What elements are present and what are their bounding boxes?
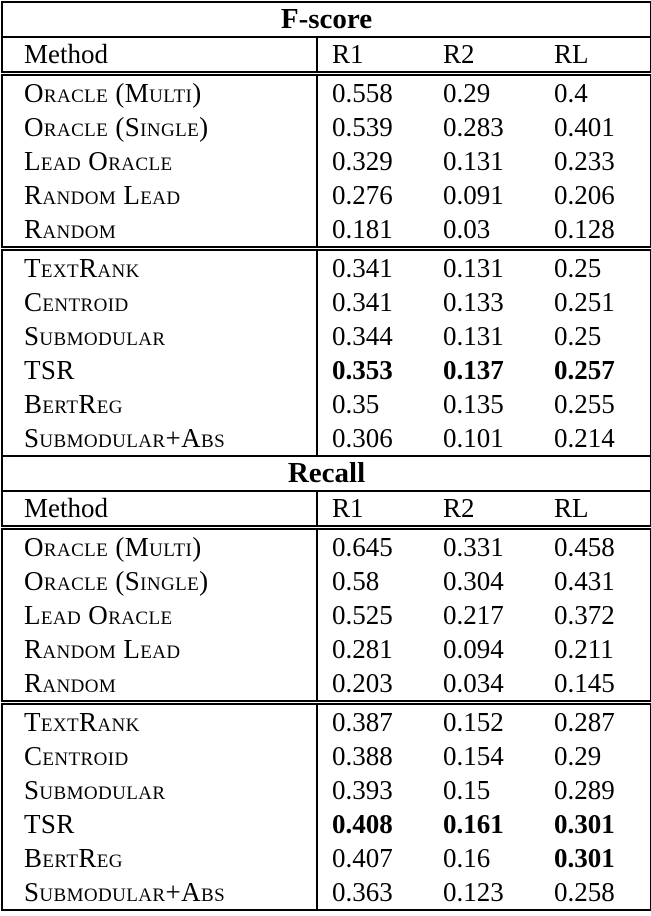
value-cell: 0.407: [332, 843, 393, 873]
value-cell: 0.283: [443, 112, 504, 142]
table-row: [2, 353, 651, 387]
column-header-r1: R1: [317, 491, 429, 528]
value-cell: 0.539: [332, 112, 393, 142]
table-row: [2, 564, 651, 598]
value-cell: 0.255: [554, 389, 615, 419]
method-cell: Submodular: [2, 319, 317, 353]
value-cell: 0.301: [554, 843, 615, 873]
value-cell: 0.214: [540, 421, 651, 456]
value-cell: 0.145: [540, 666, 651, 703]
table-row: [2, 703, 651, 740]
value-cell: 0.094: [443, 634, 504, 664]
value-cell: 0.25: [554, 321, 602, 351]
table-row: [2, 528, 651, 565]
value-cell: 0.301: [554, 809, 615, 839]
column-header-row-f-score: [2, 37, 651, 74]
value-cell: 0.15: [443, 775, 491, 805]
results-table: [1, 1, 651, 911]
value-cell: 0.258: [540, 875, 651, 910]
value-cell: 0.29: [554, 741, 602, 771]
table-row: [2, 666, 651, 703]
method-cell: TSR: [2, 353, 317, 387]
value-cell: 0.281: [332, 634, 393, 664]
method-cell: BertReg: [2, 841, 317, 875]
value-cell: 0.131: [443, 321, 504, 351]
section-title-f-score: F-score: [2, 2, 651, 37]
method-cell: Centroid: [2, 739, 317, 773]
column-header-rl: RL: [540, 37, 651, 74]
value-cell: 0.344: [332, 321, 393, 351]
value-cell: 0.4: [554, 78, 588, 108]
value-cell: 0.289: [554, 775, 615, 805]
value-cell: 0.133: [443, 287, 504, 317]
table-row: [2, 807, 651, 841]
value-cell: 0.137: [443, 355, 504, 385]
value-cell: 0.276: [332, 180, 393, 210]
value-cell: 0.645: [332, 532, 393, 562]
table-row: [2, 249, 651, 286]
value-cell: 0.181: [317, 212, 429, 249]
value-cell: 0.131: [443, 253, 504, 283]
method-cell: Submodular: [2, 773, 317, 807]
value-cell: 0.03: [429, 212, 540, 249]
method-cell: Submodular+Abs: [2, 421, 317, 456]
value-cell: 0.131: [443, 146, 504, 176]
column-header-row-recall: [2, 491, 651, 528]
value-cell: 0.206: [554, 180, 615, 210]
value-cell: 0.091: [443, 180, 504, 210]
value-cell: 0.128: [540, 212, 651, 249]
table-row: [2, 421, 651, 456]
method-cell: Oracle (Multi): [2, 74, 317, 111]
value-cell: 0.329: [332, 146, 393, 176]
value-cell: 0.387: [332, 707, 393, 737]
method-cell: Random: [2, 666, 317, 703]
value-cell: 0.211: [554, 634, 614, 664]
value-cell: 0.287: [554, 707, 615, 737]
section-title-recall: Recall: [2, 456, 651, 491]
table-row: [2, 841, 651, 875]
value-cell: 0.393: [332, 775, 393, 805]
value-cell: 0.152: [443, 707, 504, 737]
column-header-method: Method: [2, 37, 317, 74]
value-cell: 0.58: [332, 566, 380, 596]
method-cell: TextRank: [2, 249, 317, 286]
method-cell: Random Lead: [2, 178, 317, 212]
column-header-r1: R1: [317, 37, 429, 74]
method-cell: Oracle (Multi): [2, 528, 317, 565]
method-cell: Lead Oracle: [2, 598, 317, 632]
value-cell: 0.16: [443, 843, 491, 873]
value-cell: 0.558: [332, 78, 393, 108]
value-cell: 0.363: [317, 875, 429, 910]
table-row: [2, 319, 651, 353]
table-row: [2, 739, 651, 773]
value-cell: 0.154: [443, 741, 504, 771]
method-cell: Centroid: [2, 285, 317, 319]
table-row: [2, 598, 651, 632]
value-cell: 0.35: [332, 389, 380, 419]
value-cell: 0.233: [554, 146, 615, 176]
value-cell: 0.372: [554, 600, 615, 630]
column-header-r2: R2: [429, 37, 540, 74]
value-cell: 0.135: [443, 389, 504, 419]
method-cell: Submodular+Abs: [2, 875, 317, 910]
value-cell: 0.388: [332, 741, 393, 771]
table-row: [2, 178, 651, 212]
value-cell: 0.331: [443, 532, 504, 562]
method-cell: TextRank: [2, 703, 317, 740]
method-cell: Random: [2, 212, 317, 249]
table-row: [2, 773, 651, 807]
value-cell: 0.401: [554, 112, 615, 142]
method-cell: Random Lead: [2, 632, 317, 666]
value-cell: 0.217: [443, 600, 504, 630]
value-cell: 0.257: [554, 355, 615, 385]
method-cell: TSR: [2, 807, 317, 841]
value-cell: 0.161: [443, 809, 504, 839]
table-row: [2, 285, 651, 319]
value-cell: 0.306: [317, 421, 429, 456]
table-row: [2, 632, 651, 666]
value-cell: 0.408: [332, 809, 393, 839]
value-cell: 0.034: [429, 666, 540, 703]
table-row: [2, 875, 651, 910]
value-cell: 0.341: [332, 253, 393, 283]
section-title-row-recall: [2, 456, 651, 491]
value-cell: 0.123: [429, 875, 540, 910]
method-cell: Oracle (Single): [2, 110, 317, 144]
value-cell: 0.25: [554, 253, 602, 283]
value-cell: 0.431: [554, 566, 615, 596]
value-cell: 0.29: [443, 78, 491, 108]
value-cell: 0.353: [332, 355, 393, 385]
method-cell: Oracle (Single): [2, 564, 317, 598]
method-cell: Lead Oracle: [2, 144, 317, 178]
column-header-r2: R2: [429, 491, 540, 528]
column-header-method: Method: [2, 491, 317, 528]
table-row: [2, 110, 651, 144]
table-row: [2, 74, 651, 111]
value-cell: 0.203: [317, 666, 429, 703]
value-cell: 0.304: [443, 566, 504, 596]
value-cell: 0.341: [332, 287, 393, 317]
results-table-body: [2, 2, 651, 910]
method-cell: BertReg: [2, 387, 317, 421]
value-cell: 0.101: [429, 421, 540, 456]
value-cell: 0.251: [554, 287, 615, 317]
table-row: [2, 387, 651, 421]
value-cell: 0.525: [332, 600, 393, 630]
value-cell: 0.458: [554, 532, 615, 562]
section-title-row-f-score: [2, 2, 651, 37]
column-header-rl: RL: [540, 491, 651, 528]
table-row: [2, 144, 651, 178]
table-row: [2, 212, 651, 249]
